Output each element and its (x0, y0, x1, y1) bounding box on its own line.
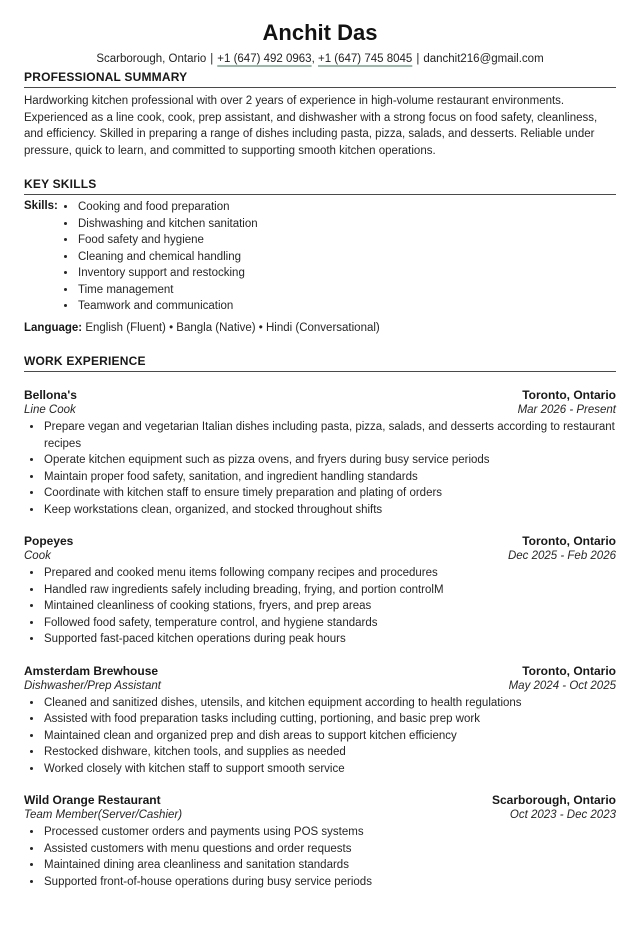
job-bullet: • Supported fast-paced kitchen operations during peak hours (43, 631, 616, 648)
job-bullet: • Cleaned and sanitized dishes, utensils, and kitchen equipment according to health regulations (43, 695, 616, 712)
job-bullet: • Keep workstations clean, organized, and stocked throughout shifts (43, 502, 616, 519)
job-company: Bellona's (24, 388, 77, 402)
job-location: Toronto, Ontario (522, 388, 616, 402)
section-heading-work-experience: WORK EXPERIENCE (24, 354, 616, 372)
job-title: Line Cook (24, 404, 76, 416)
section-heading-key-skills: KEY SKILLS (24, 177, 616, 195)
skill-item: • Food safety and hygiene (77, 232, 616, 249)
job-bullet: • Assisted customers with menu questions and order requests (43, 841, 616, 858)
language-label: Language: (24, 321, 83, 334)
job-entry-popeyes (24, 534, 616, 648)
job-location: Scarborough, Ontario (491, 793, 616, 807)
contact-location: Scarborough, Ontario (96, 53, 207, 65)
job-title: Cook (24, 550, 51, 562)
job-entry-wild-orange (24, 793, 616, 890)
job-bullet: • Worked closely with kitchen staff to support smooth service (43, 761, 616, 778)
language-value: English (Fluent) • Bangla (Native) • Hindi (Conversational) (85, 321, 380, 334)
language-line (24, 320, 616, 337)
skills-label: Skills: (24, 200, 58, 212)
job-bullet: • Assisted with food preparation tasks including cutting, portioning, and basic prep work (43, 711, 616, 728)
skill-item: • Cooking and food preparation (77, 199, 616, 216)
skill-item: • Dishwashing and kitchen sanitation (77, 216, 616, 233)
job-company: Amsterdam Brewhouse (24, 663, 159, 678)
skill-item: • Inventory support and restocking (77, 265, 616, 282)
skill-item: • Teamwork and communication (77, 298, 616, 315)
email-text: danchit216@gmail.com (423, 53, 544, 65)
job-bullet: • Followed food safety, temperature control, and hygiene standards (43, 615, 616, 632)
contact-separator: | (210, 53, 214, 65)
contact-separator-2: | (416, 53, 420, 65)
job-bullet: • Supported front-of-house operations during busy service periods (43, 874, 616, 891)
job-company: Wild Orange Restaurant (24, 793, 161, 807)
job-bullet: • Prepare vegan and vegetarian Italian dishes including pasta, pizza, salads, and desserts according to restaurant recipes (43, 419, 616, 452)
job-bullet: • Handled raw ingredients safely including breading, frying, and portion controlM (43, 582, 616, 599)
job-entry-amsterdam-brewhouse (24, 664, 616, 778)
job-bullet: • Maintained dining area cleanliness and sanitation standards (43, 857, 616, 874)
skill-item: • Cleaning and chemical handling (77, 249, 616, 266)
job-bullet-list (24, 419, 616, 518)
job-bullet: • Prepared and cooked menu items following company recipes and procedures (43, 565, 616, 582)
job-dates: Mar 2026 - Present (517, 404, 616, 416)
job-location: Toronto, Ontario (522, 534, 616, 548)
contact-line (24, 53, 616, 65)
job-dates: Oct 2023 - Dec 2023 (509, 809, 616, 821)
skills-list (24, 199, 616, 315)
phone-link-1[interactable]: +1 (647) 492 0963 (217, 53, 312, 65)
job-bullet: • Maintain proper food safety, sanitation, and ingredient handling standards (43, 469, 616, 486)
job-bullet: • Mintained cleanliness of cooking stations, fryers, and prep areas (43, 598, 616, 615)
job-entry-bellonas (24, 388, 616, 518)
job-title: Dishwasher/Prep Assistant (24, 679, 161, 692)
job-bullet: • Restocked dishware, kitchen tools, and supplies as needed (43, 744, 616, 761)
job-dates: May 2024 - Oct 2025 (508, 679, 616, 692)
job-bullet-list (24, 565, 616, 648)
section-heading-professional-summary: PROFESSIONAL SUMMARY (24, 70, 616, 88)
professional-summary-text: Hardworking kitchen professional with over 2 years of experience in high-volume restaurant environments. Experienced as a line cook, cook, prep assistant, and dishwasher with a strong focus on food safety, cleanliness, and efficiency. Skilled in preparing a range of dishes including pasta, pizza, salads, and desserts. Reliable under pressure, quick to learn, and committed to supporting smooth kitchen operations. (24, 95, 598, 157)
resume-name: Anchit Das (262, 20, 378, 45)
skills-block (24, 199, 616, 315)
job-bullet: • Coordinate with kitchen staff to ensure timely preparation and plating of orders (43, 485, 616, 502)
job-bullet-list (24, 695, 616, 778)
job-dates: Dec 2025 - Feb 2026 (507, 550, 616, 562)
job-title: Team Member(Server/Cashier) (24, 809, 183, 821)
skill-item: • Time management (77, 282, 616, 299)
phone-link-2[interactable]: +1 (647) 745 8045 (317, 53, 413, 65)
phone-separator: , (311, 53, 318, 65)
job-bullet: • Maintained clean and organized prep and dish areas to support kitchen efficiency (43, 728, 616, 745)
job-location: Toronto, Ontario (522, 663, 616, 678)
job-bullet-list (24, 824, 616, 890)
job-bullet: • Operate kitchen equipment such as pizza ovens, and fryers during busy service periods (43, 452, 616, 469)
job-company: Popeyes (24, 534, 74, 548)
job-bullet: • Processed customer orders and payments using POS systems (43, 824, 616, 841)
